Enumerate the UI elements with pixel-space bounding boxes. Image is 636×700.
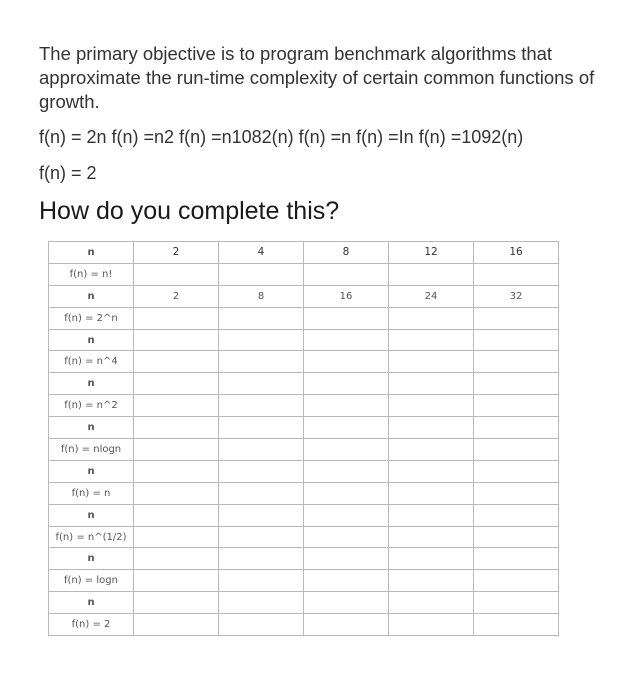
value-cell <box>134 395 219 417</box>
value-cell <box>304 592 389 614</box>
value-cell <box>134 351 219 373</box>
value-cell <box>304 263 389 285</box>
value-cell <box>389 526 474 548</box>
value-cell: 8 <box>219 285 304 307</box>
value-cell <box>219 504 304 526</box>
value-cell <box>134 417 219 439</box>
value-cell <box>304 570 389 592</box>
row-label-cell: f(n) = n^2 <box>49 395 134 417</box>
value-cell <box>134 570 219 592</box>
value-cell <box>304 504 389 526</box>
value-cell <box>304 614 389 636</box>
table-row <box>49 548 559 570</box>
value-cell <box>134 460 219 482</box>
value-cell <box>219 417 304 439</box>
value-cell <box>389 548 474 570</box>
value-cell <box>304 329 389 351</box>
value-cell <box>134 504 219 526</box>
value-cell <box>474 439 559 461</box>
value-cell <box>474 504 559 526</box>
table-row <box>49 504 559 526</box>
row-label-cell: n <box>49 329 134 351</box>
row-label-cell: f(n) = logn <box>49 570 134 592</box>
row-label-cell: f(n) = 2^n <box>49 307 134 329</box>
value-cell <box>219 592 304 614</box>
table-row <box>49 482 559 504</box>
row-label-cell: n <box>49 373 134 395</box>
value-cell <box>304 395 389 417</box>
value-cell <box>134 482 219 504</box>
header-value-cell: 16 <box>474 242 559 264</box>
table-row <box>49 439 559 461</box>
header-value-cell: 8 <box>304 242 389 264</box>
value-cell <box>474 307 559 329</box>
formulas-line-2: f(n) = 2 <box>39 163 97 183</box>
value-cell <box>304 526 389 548</box>
value-cell: 2 <box>134 285 219 307</box>
row-label-cell: n <box>49 504 134 526</box>
table-row <box>49 570 559 592</box>
value-cell <box>389 263 474 285</box>
table-row <box>49 614 559 636</box>
value-cell <box>474 570 559 592</box>
value-cell <box>304 439 389 461</box>
value-cell <box>304 417 389 439</box>
row-label-cell: f(n) = 2 <box>49 614 134 636</box>
value-cell <box>304 548 389 570</box>
value-cell <box>219 395 304 417</box>
value-cell <box>389 417 474 439</box>
value-cell <box>474 395 559 417</box>
value-cell <box>134 263 219 285</box>
header-value-cell: 4 <box>219 242 304 264</box>
value-cell <box>389 395 474 417</box>
row-label-cell: f(n) = n! <box>49 263 134 285</box>
header-value-cell: 2 <box>134 242 219 264</box>
value-cell <box>134 526 219 548</box>
value-cell <box>219 351 304 373</box>
value-cell <box>134 373 219 395</box>
value-cell <box>389 614 474 636</box>
value-cell <box>134 329 219 351</box>
value-cell <box>219 263 304 285</box>
value-cell <box>389 460 474 482</box>
table-row <box>49 263 559 285</box>
value-cell <box>389 439 474 461</box>
row-label-cell: n <box>49 417 134 439</box>
value-cell: 32 <box>474 285 559 307</box>
row-label-cell: n <box>49 548 134 570</box>
value-cell <box>474 263 559 285</box>
value-cell <box>219 614 304 636</box>
value-cell <box>389 329 474 351</box>
row-label-cell: n <box>49 285 134 307</box>
value-cell <box>474 614 559 636</box>
table-row <box>49 307 559 329</box>
value-cell <box>219 482 304 504</box>
question-heading: How do you complete this? <box>39 197 340 225</box>
row-label-cell: n <box>49 460 134 482</box>
value-cell: 24 <box>389 285 474 307</box>
header-value-cell: 12 <box>389 242 474 264</box>
value-cell <box>474 548 559 570</box>
row-label-cell: f(n) = n^(1/2) <box>49 526 134 548</box>
value-cell <box>389 504 474 526</box>
value-cell <box>389 570 474 592</box>
value-cell <box>474 482 559 504</box>
value-cell <box>219 526 304 548</box>
value-cell <box>219 307 304 329</box>
value-cell <box>389 351 474 373</box>
value-cell <box>474 526 559 548</box>
value-cell <box>219 548 304 570</box>
table-row <box>49 592 559 614</box>
row-label-cell: f(n) = nlogn <box>49 439 134 461</box>
value-cell <box>304 482 389 504</box>
value-cell <box>389 592 474 614</box>
value-cell <box>219 329 304 351</box>
row-label-cell: f(n) = n <box>49 482 134 504</box>
value-cell <box>389 373 474 395</box>
value-cell <box>219 460 304 482</box>
value-cell <box>474 329 559 351</box>
value-cell <box>134 548 219 570</box>
table-row <box>49 285 559 307</box>
value-cell <box>219 439 304 461</box>
value-cell <box>389 307 474 329</box>
value-cell <box>389 482 474 504</box>
value-cell <box>134 307 219 329</box>
value-cell <box>474 592 559 614</box>
table-row <box>49 417 559 439</box>
table-row <box>49 460 559 482</box>
value-cell <box>134 614 219 636</box>
benchmark-table-body <box>49 242 559 636</box>
table-row <box>49 351 559 373</box>
table-row <box>49 329 559 351</box>
value-cell <box>304 351 389 373</box>
value-cell <box>134 439 219 461</box>
table-row <box>49 395 559 417</box>
value-cell <box>474 460 559 482</box>
value-cell: 16 <box>304 285 389 307</box>
header-label-cell: n <box>49 242 134 264</box>
table-row <box>49 373 559 395</box>
value-cell <box>219 373 304 395</box>
value-cell <box>304 460 389 482</box>
table-header-row <box>49 242 559 264</box>
value-cell <box>304 307 389 329</box>
value-cell <box>304 373 389 395</box>
intro-paragraph: The primary objective is to program benchmark algorithms that approximate the run-time complexity of certain common functions of growth. <box>39 43 595 112</box>
value-cell <box>219 570 304 592</box>
value-cell <box>474 373 559 395</box>
benchmark-table <box>48 241 559 636</box>
value-cell <box>474 351 559 373</box>
formulas-line-1: f(n) = 2n f(n) =n2 f(n) =n1082(n) f(n) =n f(n) =In f(n) =1092(n) <box>39 127 524 147</box>
value-cell <box>134 592 219 614</box>
table-row <box>49 526 559 548</box>
row-label-cell: f(n) = n^4 <box>49 351 134 373</box>
row-label-cell: n <box>49 592 134 614</box>
value-cell <box>474 417 559 439</box>
